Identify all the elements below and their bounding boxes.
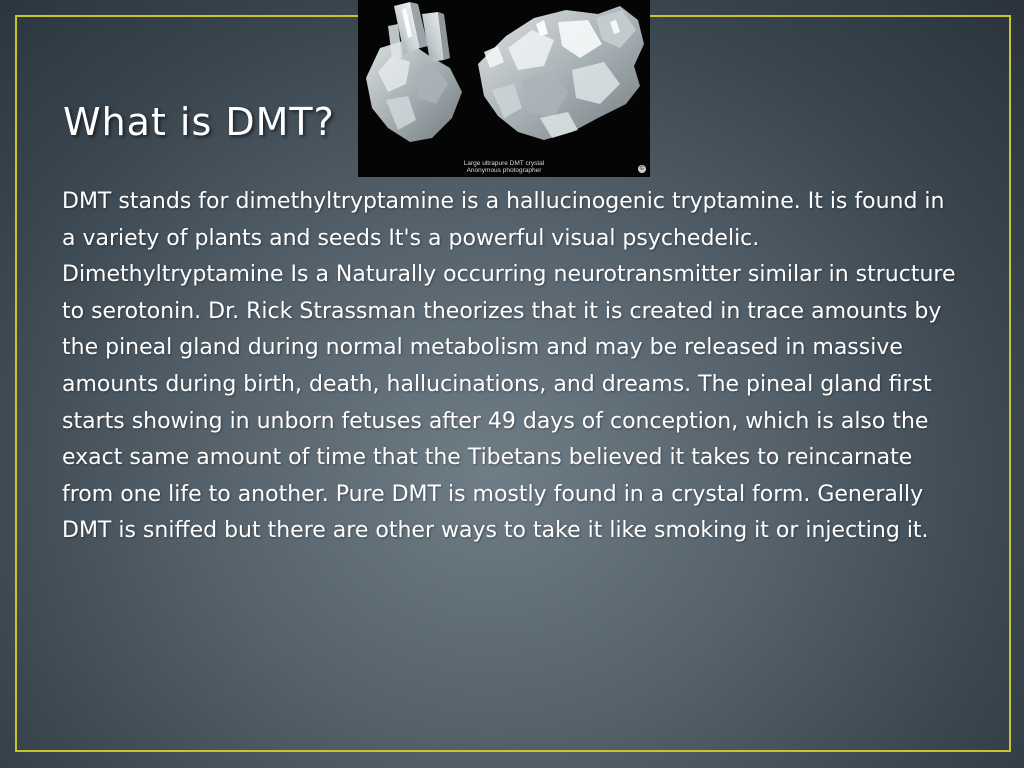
dmt-crystal-photo xyxy=(358,0,650,177)
copyright-icon: © xyxy=(639,165,645,172)
slide-body-text: DMT stands for dimethyltryptamine is a hallucinogenic tryptamine. It is found in a variety of plants and seeds It's a powerful visual psychedelic. Dimethyltryptamine Is a Naturally occurring neurotransmitter similar in structure to serotonin. Dr. Rick Strassman theorizes that it is created in trace amounts by the pineal gland during normal metabolism and may be released in massive amounts during birth, death, hallucinations, and dreams. The pineal gland first starts showing in unborn fetuses after 49 days of conception, which is also the exact same amount of time that the Tibetans believed it takes to reincarnate from one life to another. Pure DMT is mostly found in a crystal form. Generally DMT is sniffed but there are other ways to take it like smoking it or injecting it. xyxy=(62,189,956,544)
slide-title: What is DMT? xyxy=(63,100,335,144)
photo-caption-credit: Anonymous photographer xyxy=(466,167,542,174)
crystal-image xyxy=(358,0,650,177)
photo-caption-title: Large ultrapure DMT crystal xyxy=(463,160,545,167)
